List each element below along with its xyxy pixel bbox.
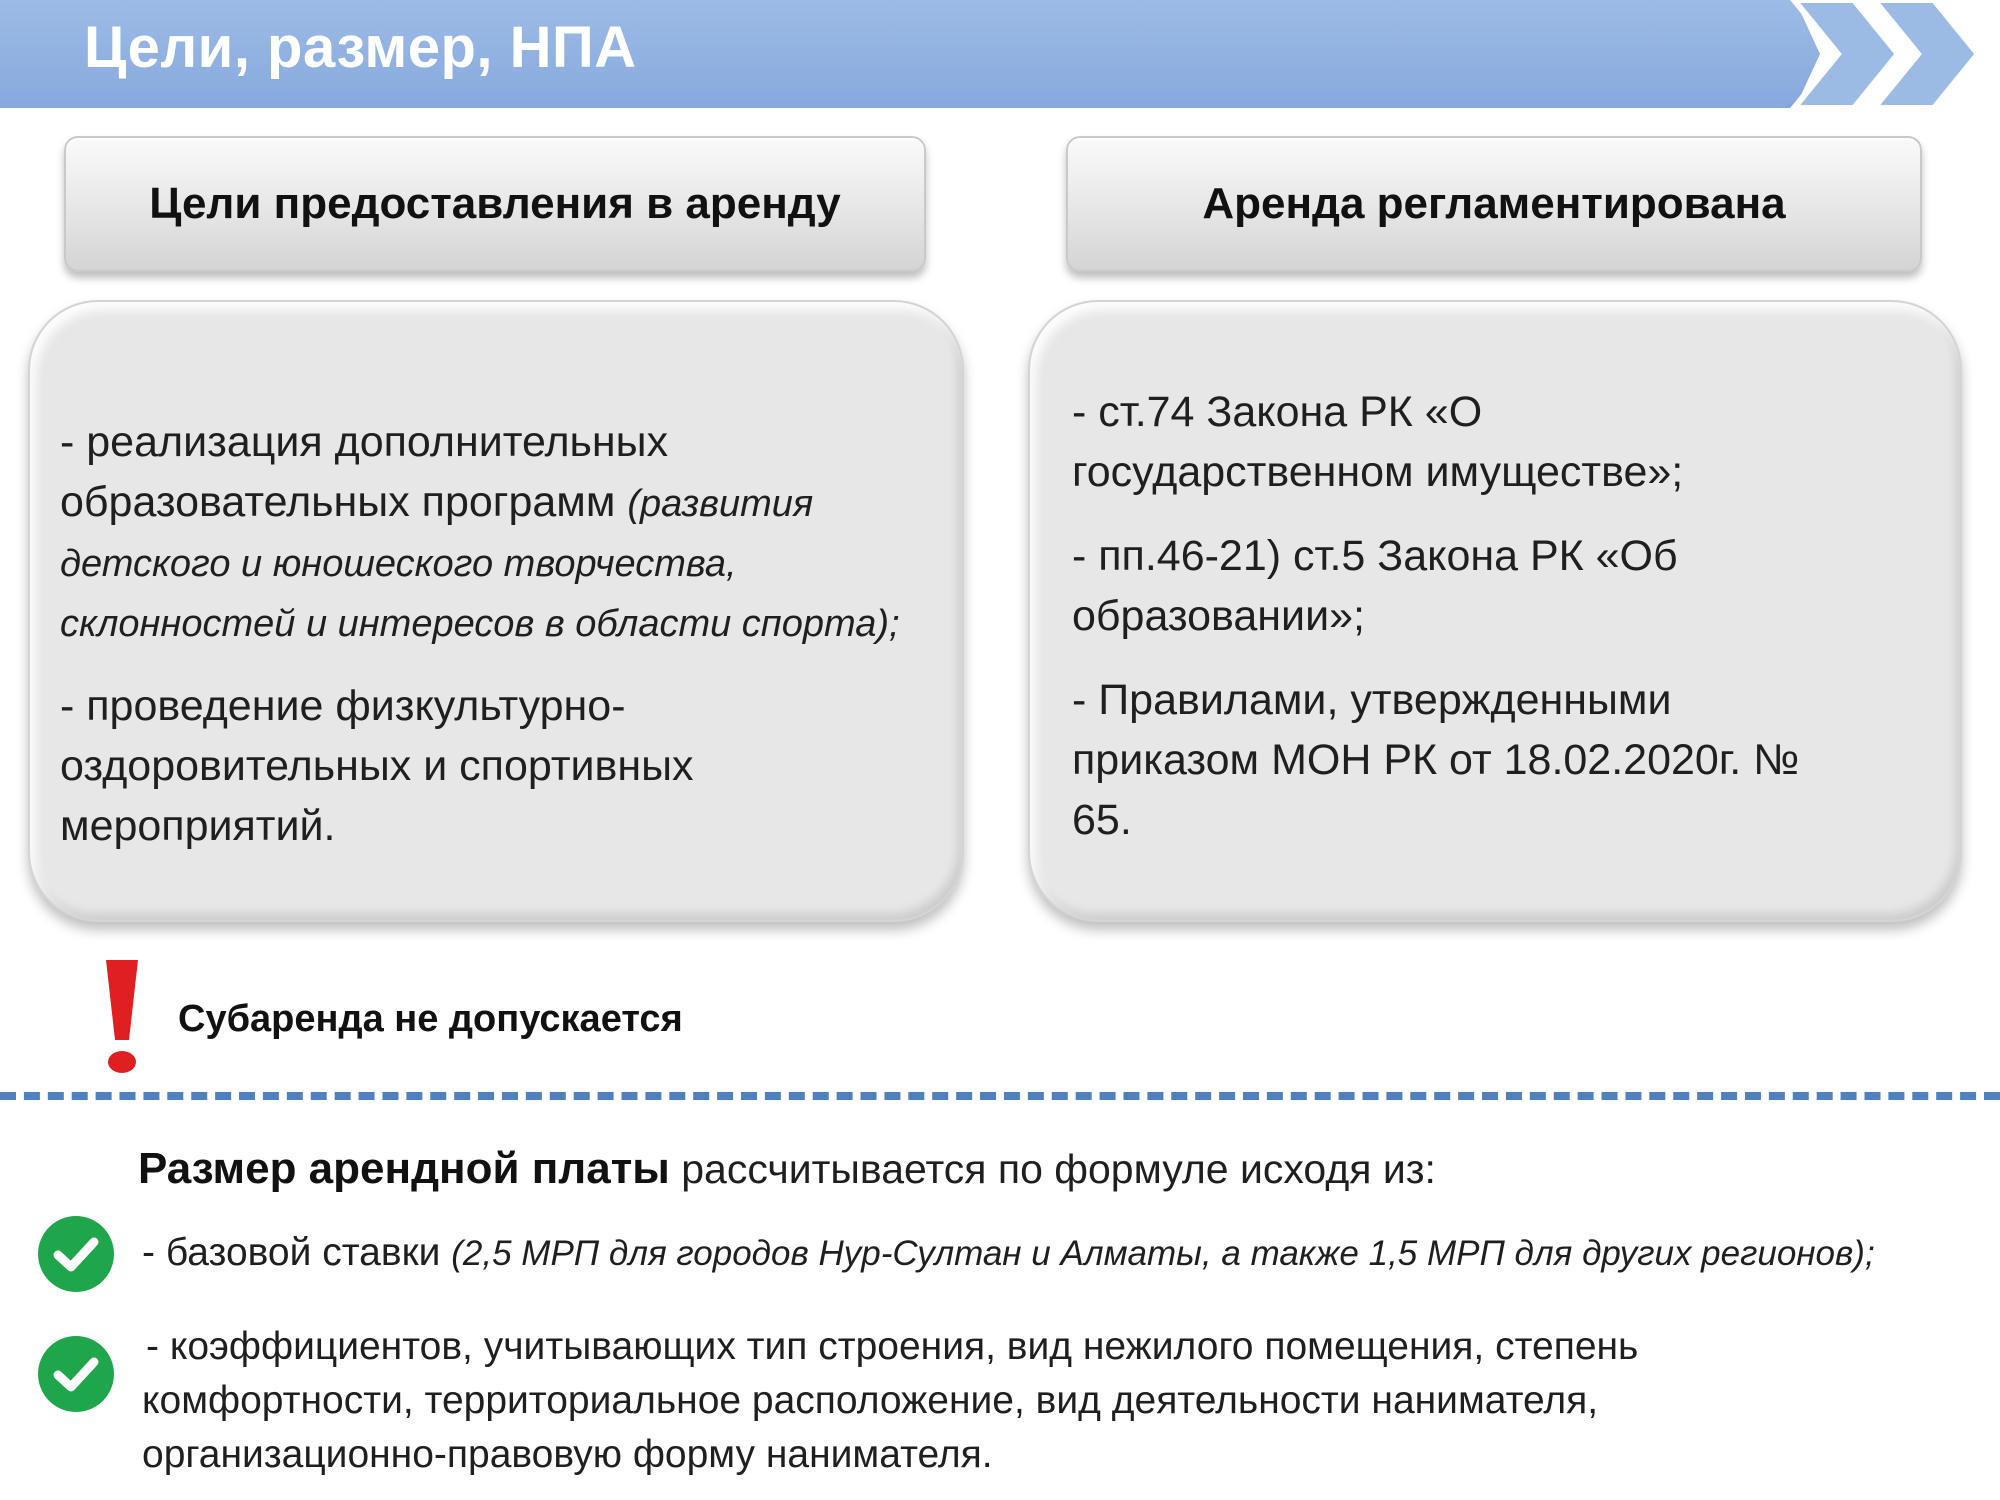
rent-formula-intro: Размер арендной платы рассчитывается по формуле исходя из: <box>138 1144 1436 1193</box>
formula-item-2: - коэффициентов, учитывающих тип строения, вид нежилого помещения, степень комфортности, территориальное расположение, вид деятельности нанимателя, организационно-правовую форму нанимателя. <box>142 1325 1639 1476</box>
right-item-1: - ст.74 Закона РК «О государственном имуществе»; <box>1072 388 1684 496</box>
left-heading-box <box>64 136 926 272</box>
check-circle-icon <box>36 1334 116 1414</box>
exclamation-icon <box>98 958 148 1076</box>
formula-item-1: - базовой ставки (2,5 МРП для городов Нур-Султан и Алматы, а также 1,5 МРП для других регионов); <box>142 1231 1875 1274</box>
right-heading: Аренда регламентирована <box>1202 179 1786 228</box>
right-item-2: - пп.46-21) ст.5 Закона РК «Об образовании»; <box>1072 532 1678 640</box>
left-heading: Цели предоставления в аренду <box>149 179 841 228</box>
section-divider <box>0 1092 2000 1100</box>
left-item-1: - реализация дополнительных образовательных программ (развития детского и юношеского творчества, склонностей и интересов в области спорта); <box>60 418 900 645</box>
left-item-2: - проведение физкультурно-оздоровительных и спортивных мероприятий. <box>60 682 694 850</box>
check-circle-icon <box>36 1214 116 1294</box>
sublease-warning: Субаренда не допускается <box>178 998 683 1040</box>
chevron-icon <box>1780 0 2000 112</box>
left-content-box <box>28 300 964 922</box>
right-content-box <box>1028 300 1962 922</box>
right-item-3: - Правилами, утвержденными приказом МОН РК от 18.02.2020г. № 65. <box>1072 676 1800 844</box>
right-heading-box <box>1066 136 1922 272</box>
page-title: Цели, размер, НПА <box>84 15 637 80</box>
